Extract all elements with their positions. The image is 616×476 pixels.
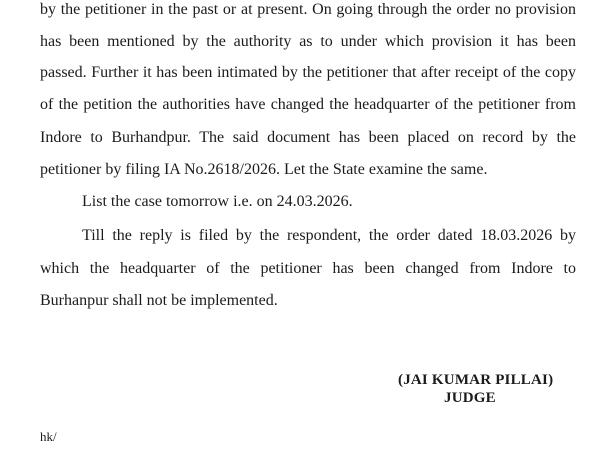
paragraph1-line-5: Indore to Burhandpur. The said document has been placed on record by the — [40, 129, 576, 146]
paragraph1-line-1: by the petitioner in the past or at present. On going through the order no provision — [40, 1, 576, 18]
paragraph1-line-2: has been mentioned by the authority as to under which provision it has been — [40, 33, 576, 50]
listing-line: List the case tomorrow i.e. on 24.03.2026. — [82, 193, 353, 210]
paragraph2-line-3: Burhanpur shall not be implemented. — [40, 292, 278, 309]
paragraph2-line-1: Till the reply is filed by the respondent, the order dated 18.03.2026 by — [82, 227, 576, 244]
paragraph1-line-4: of the petition the authorities have changed the headquarter of the petitioner from — [40, 96, 576, 113]
paragraph2-line-2: which the headquarter of the petitioner has been changed from Indore to — [40, 260, 576, 277]
typist-initials: hk/ — [40, 429, 57, 444]
paragraph1-line-3: passed. Further it has been intimated by the petitioner that after receipt of the copy — [40, 64, 576, 81]
paragraph1-line-6: petitioner by filing IA No.2618/2026. Let the State examine the same. — [40, 161, 488, 178]
judge-designation: JUDGE — [444, 390, 496, 406]
judge-name: (JAI KUMAR PILLAI) — [398, 372, 554, 388]
